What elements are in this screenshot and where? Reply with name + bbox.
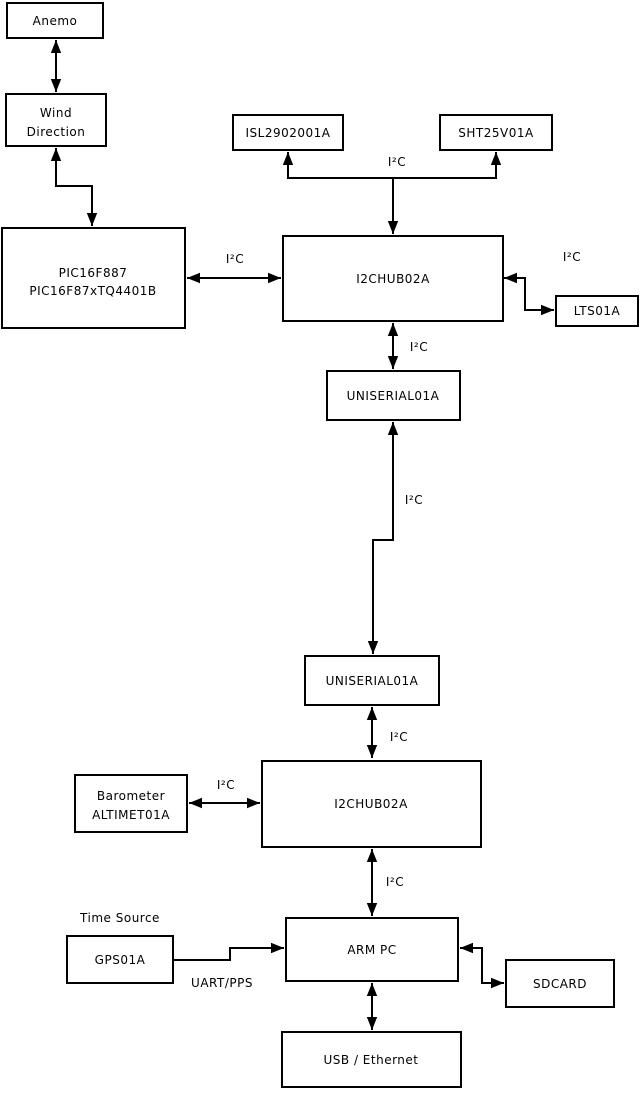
node-pic bbox=[2, 228, 185, 328]
edge-i2chub-top-lts-label: I²C bbox=[562, 250, 582, 264]
node-barometer-label-line2: ALTIMET01A bbox=[92, 808, 170, 822]
edge-armpc-sdcard bbox=[460, 948, 504, 983]
node-uniserial-top-label: UNISERIAL01A bbox=[346, 389, 440, 403]
node-sdcard bbox=[506, 960, 614, 1007]
node-isl2902001a bbox=[233, 115, 343, 150]
node-gps01a-label: GPS01A bbox=[94, 953, 146, 967]
time-source-annotation: Time Source bbox=[80, 911, 160, 925]
node-wind-direction-label-line1: Wind bbox=[39, 106, 73, 120]
node-i2chub-bottom bbox=[262, 761, 481, 847]
edge-barometer-i2chub-bottom-label: I²C bbox=[216, 778, 236, 792]
node-gps01a bbox=[67, 936, 173, 983]
edge-gps-armpc-label: UART/PPS bbox=[191, 976, 253, 990]
node-barometer bbox=[75, 775, 187, 832]
node-wind-direction-label-line2: Direction bbox=[26, 125, 86, 139]
node-arm-pc bbox=[286, 918, 458, 981]
edge-uniserial-link-label: I²C bbox=[404, 493, 424, 507]
node-isl2902001a-label: ISL2902001A bbox=[245, 126, 331, 140]
node-i2chub-top-label: I2CHUB02A bbox=[356, 272, 430, 286]
node-sht25v01a bbox=[440, 115, 552, 150]
edge-uniserial-bottom-i2chub-bottom-label: I²C bbox=[389, 730, 409, 744]
node-wind-direction bbox=[6, 94, 106, 146]
node-anemo-label: Anemo bbox=[32, 14, 78, 28]
edge-bus-label: I²C bbox=[387, 155, 407, 169]
node-sdcard-label: SDCARD bbox=[532, 977, 588, 991]
node-usb-ethernet-label: USB / Ethernet bbox=[323, 1053, 419, 1067]
nodes-layer bbox=[2, 3, 638, 1087]
node-i2chub-bottom-label: I2CHUB02A bbox=[334, 797, 408, 811]
node-barometer-label-line1: Barometer bbox=[96, 789, 166, 803]
edges-layer bbox=[56, 40, 581, 1030]
edge-i2chub-top-uniserial-top-label: I²C bbox=[409, 340, 429, 354]
node-barometer-box bbox=[75, 775, 187, 832]
edge-uniserial-top-uniserial-bottom bbox=[373, 422, 393, 654]
node-uniserial-bottom-label: UNISERIAL01A bbox=[325, 674, 419, 688]
node-anemo bbox=[7, 3, 103, 38]
edge-gps-armpc bbox=[173, 948, 284, 960]
node-lts01a bbox=[556, 296, 638, 326]
node-uniserial-bottom bbox=[305, 656, 439, 705]
edge-i2chub-bottom-armpc-label: I²C bbox=[385, 875, 405, 889]
node-pic-label-line2: PIC16F87xTQ4401B bbox=[29, 284, 157, 298]
node-usb-ethernet bbox=[282, 1032, 461, 1087]
node-sht25v01a-label: SHT25V01A bbox=[458, 126, 534, 140]
edge-i2chub-top-lts bbox=[504, 278, 554, 310]
edge-winddirection-pic bbox=[56, 148, 92, 226]
node-uniserial-top bbox=[327, 371, 460, 420]
node-lts01a-label: LTS01A bbox=[573, 304, 621, 318]
edge-i2chub-top-sensors-bus bbox=[288, 152, 496, 234]
node-arm-pc-label: ARM PC bbox=[347, 943, 397, 957]
node-pic-label-line1: PIC16F887 bbox=[58, 266, 128, 280]
edge-pic-i2chub-top-label: I²C bbox=[225, 252, 245, 266]
node-i2chub-top bbox=[283, 236, 503, 321]
